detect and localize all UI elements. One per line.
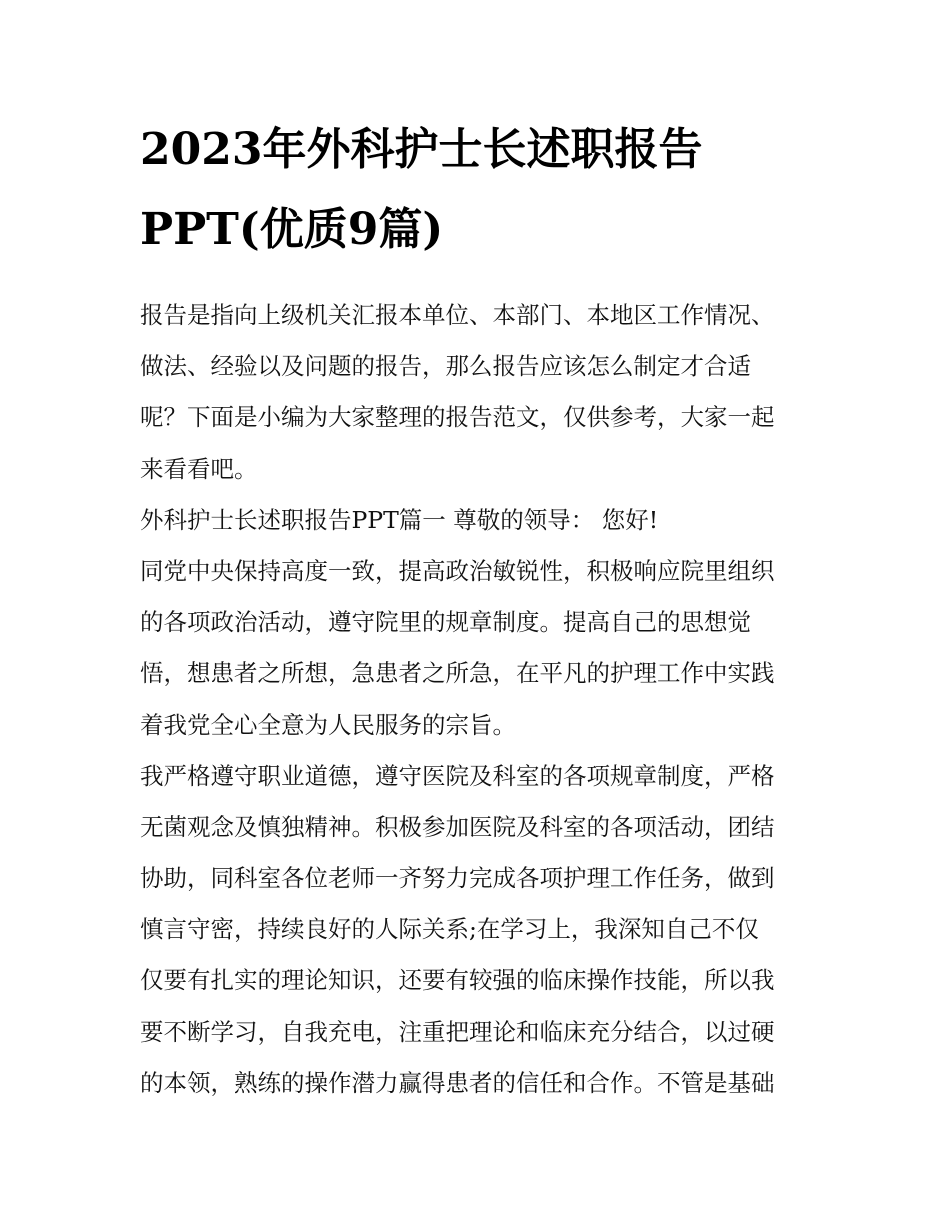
body-line: 我严格遵守职业道德，遵守医院及科室的各项规章制度，严格 [140,761,775,790]
body-line: 的本领，熟练的操作潜力赢得患者的信任和合作。不管是基础 [140,1068,775,1097]
body-line: 报告是指向上级机关汇报本单位、本部门、本地区工作情况、 [140,301,775,329]
body-line: 悟，想患者之所想，急患者之所急，在平凡的护理工作中实践 [140,659,775,688]
body-line: 的各项政治活动，遵守院里的规章制度。提高自己的思想觉 [140,608,751,637]
body-line: 做法、经验以及问题的报告，那么报告应该怎么制定才合适 [140,352,751,381]
body-line: 同党中央保持高度一致，提高政治敏锐性，积极响应院里组织 [140,556,775,585]
body-line: 慎言守密，持续良好的人际关系;在学习上，我深知自己不仅 [140,915,759,944]
body-line: 着我党全心全意为人民服务的宗旨。 [140,710,516,739]
body-line: 要不断学习，自我充电，注重把理论和临床充分结合，以过硬 [140,1017,775,1046]
body-line: 仅要有扎实的理论知识，还要有较强的临床操作技能，所以我 [140,966,775,995]
section-heading-line: 外科护士长述职报告PPT篇一 尊敬的领导： 您好! [140,505,659,534]
body-line: 无菌观念及慎独精神。积极参加医院及科室的各项活动，团结 [140,812,775,841]
body-line: 来看看吧。 [140,454,258,483]
document-page [140,110,812,1109]
body-line: 呢？下面是小编为大家整理的报告范文，仅供参考，大家一起 [140,403,775,432]
title-line-2: PPT(优质9篇) [140,204,444,255]
title-line-1: 2023年外科护士长述职报告 [140,124,703,175]
document-title [140,110,812,270]
body-line: 协助，同科室各位老师一齐努力完成各项护理工作任务，做到 [140,864,775,893]
document-body [140,290,812,1109]
